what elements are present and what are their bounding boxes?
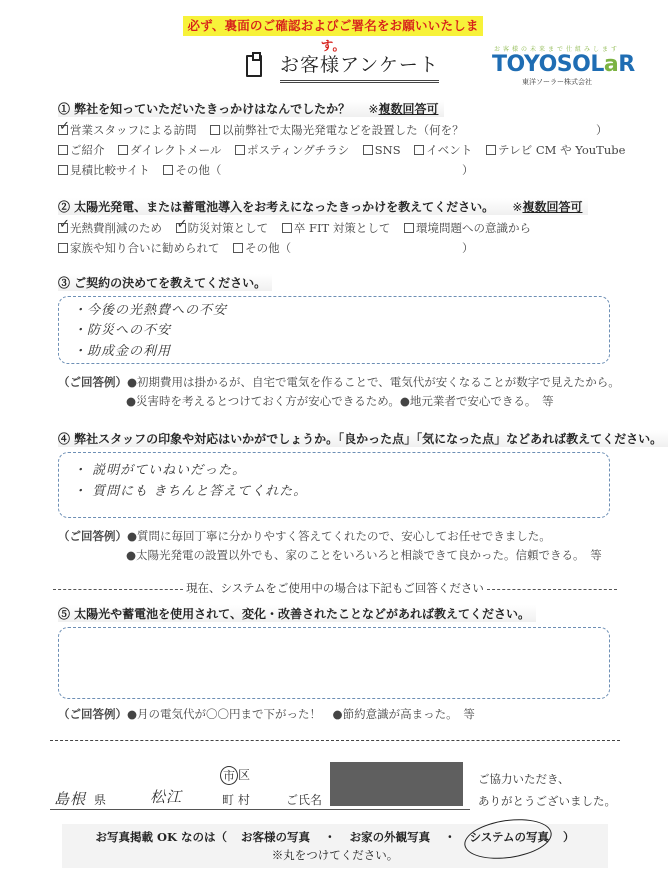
option-label: 防災対策として — [187, 221, 269, 235]
photo-consent — [62, 824, 608, 868]
q3-answer-line: ・今後の光熱費への不安 — [73, 303, 228, 318]
option-label: 環境問題への意識から — [415, 221, 531, 235]
thanks-message — [478, 768, 616, 812]
q1-options-row-1 — [58, 122, 474, 138]
option-label: ダイレクトメール — [130, 143, 222, 157]
q1-option[interactable] — [414, 142, 472, 158]
q5-example — [58, 706, 475, 722]
checkbox[interactable] — [235, 145, 245, 155]
q2-option[interactable] — [58, 240, 220, 256]
photo-option-house-exterior[interactable]: お家の外観写真 — [349, 830, 431, 844]
option-label: テレビ CM や YouTube — [497, 143, 626, 157]
logo-name-accent: a — [603, 52, 619, 77]
checkbox[interactable] — [58, 165, 68, 175]
option-label: 以前弊社で太陽光発電などを設置した（何を？ — [222, 123, 464, 137]
q1-options-row-3 — [58, 162, 231, 178]
q1-option[interactable] — [58, 142, 105, 158]
thanks-line: ありがとうございました。 — [478, 794, 616, 808]
q2-other-close-paren: ） — [462, 241, 474, 255]
example-text: ●月の電気代が〇〇円まで下がった！ ●節約意識が高まった。 等 — [127, 707, 475, 721]
note-text: 複数回答可 — [522, 200, 583, 214]
q4-example — [58, 528, 551, 544]
checkbox[interactable] — [58, 243, 68, 253]
checkbox[interactable] — [118, 145, 128, 155]
example-label: （ご回答例） — [58, 707, 127, 721]
note-text: 複数回答可 — [378, 102, 439, 116]
q1-option[interactable] — [210, 122, 464, 138]
q1-other-close-paren: ） — [462, 163, 474, 177]
q1-heading-text: ① 弊社を知っていただいたきっかけはなんでしたか？ — [58, 102, 351, 116]
q2-option[interactable] — [176, 220, 269, 236]
example-text: ●質問に毎回丁寧に分かりやすく答えてくれたので、安心してお任せできました。 — [127, 529, 551, 543]
q2-options-row-1 — [58, 220, 541, 236]
option-label: ポスティングチラシ — [247, 143, 350, 157]
q3-answer-line: ・防災への不安 — [73, 323, 172, 338]
q1-option[interactable] — [363, 143, 401, 157]
photo-option-customer[interactable]: お客様の写真 — [241, 830, 311, 844]
option-label: 光熱費削減のため — [70, 221, 162, 235]
q4-answer-line: ・ 説明がていねいだった。 — [73, 463, 247, 478]
q1-option[interactable] — [118, 142, 221, 158]
q1-option[interactable] — [58, 122, 197, 138]
q3-example-line2: ●災害時を考えるとつけておく方が安心できるため。●地元業者で安心できる。 等 — [126, 394, 554, 408]
note-prefix: ※ — [368, 102, 379, 116]
q2-heading — [58, 198, 588, 215]
option-label: イベント — [426, 143, 473, 157]
page-header — [246, 48, 439, 84]
photo-consent-instruction: ※丸をつけてください。 — [271, 848, 399, 862]
section-divider — [50, 580, 620, 596]
checkbox[interactable] — [163, 165, 173, 175]
photo-option-system[interactable]: システムの写真 — [469, 830, 549, 844]
q3-example — [58, 374, 620, 390]
divider-text: 現在、システムをご使用中の場合は下記もご回答ください — [186, 581, 484, 595]
checkbox[interactable] — [282, 223, 292, 233]
q1-option[interactable] — [163, 162, 221, 178]
q4-heading: ④ 弊社スタッフの印象や対応はいかがでしょうか。「良かった点」「気になった点」などあれば教えてください。 — [58, 430, 668, 447]
name-label: ご氏名 — [286, 793, 323, 807]
q4-answer-box[interactable] — [58, 452, 610, 518]
checkbox[interactable] — [363, 145, 373, 155]
q1-option[interactable] — [486, 142, 625, 158]
option-label: 見積比較サイト — [70, 163, 150, 177]
thanks-line: ご協力いただき、 — [478, 772, 570, 786]
logo-tagline: お客様の未来まで仕組みします — [493, 46, 620, 53]
checkbox[interactable] — [486, 145, 496, 155]
photo-consent-suffix: ） — [562, 830, 575, 844]
ward-label: 区 — [238, 768, 251, 782]
checkbox[interactable] — [404, 223, 414, 233]
checkbox[interactable] — [58, 145, 68, 155]
option-label: その他（ — [175, 163, 222, 177]
q1-heading — [58, 100, 444, 117]
photo-consent-prefix: お写真掲載 OK なのは（ — [95, 830, 228, 844]
q1-option[interactable] — [58, 162, 150, 178]
prefecture-value[interactable]: 島根 — [54, 790, 87, 808]
page-title: お客様アンケート — [280, 50, 439, 83]
q1-note — [368, 102, 438, 116]
city-value[interactable]: 松江 — [150, 788, 183, 806]
q1-close-paren: ） — [596, 123, 608, 137]
example-text: ●初期費用は掛かるが、自宅で電気を作ることで、電気代が安くなることが数字で見えたから。 — [127, 375, 620, 389]
separator: ・ — [444, 830, 456, 844]
name-redacted — [330, 762, 463, 806]
option-label: SNS — [374, 143, 401, 157]
checkbox[interactable] — [414, 145, 424, 155]
section-divider-line — [50, 740, 620, 741]
logo-name-part: R — [618, 52, 635, 77]
q5-answer-box[interactable] — [58, 627, 610, 699]
q4-answer-line: ・ 質問にも きちんと答えてくれた。 — [73, 484, 308, 499]
q2-option[interactable] — [282, 220, 391, 236]
town-village-label: 町 村 — [222, 793, 250, 807]
photo-consent-options — [62, 828, 608, 846]
q2-option[interactable] — [404, 220, 531, 236]
example-label: （ご回答例） — [58, 529, 127, 543]
q2-option[interactable] — [58, 220, 162, 236]
logo-subtitle: 東洋ソーラー株式会社 — [522, 78, 592, 86]
option-label: 営業スタッフによる訪問 — [70, 123, 197, 137]
checkbox-checked[interactable] — [58, 125, 68, 135]
checkbox-checked[interactable] — [58, 223, 68, 233]
q1-options-row-2 — [58, 142, 635, 158]
q3-answer-line: ・助成金の利用 — [73, 344, 172, 359]
example-label: （ご回答例） — [58, 375, 127, 389]
clipboard-icon — [246, 55, 262, 77]
q2-option[interactable] — [233, 240, 291, 256]
q2-options-row-2 — [58, 240, 301, 256]
logo-name — [492, 52, 635, 77]
option-label: ご紹介 — [70, 143, 105, 157]
prefecture-label: 県 — [94, 793, 107, 807]
checkbox[interactable] — [210, 125, 220, 135]
q5-heading: ⑤ 太陽光や蓄電池を使用されて、変化・改善されたことなどがあれば教えてください。 — [58, 605, 536, 622]
q3-heading: ③ ご契約の決めてを教えてください。 — [58, 274, 272, 291]
q3-answer-box[interactable] — [58, 296, 610, 364]
note-prefix: ※ — [512, 200, 523, 214]
q2-heading-text: ② 太陽光発電、または蓄電池導入をお考えになったきっかけを教えてください。 — [58, 200, 495, 214]
notice-banner: 必ず、裏面のご確認およびご署名をお願いいたします。 — [183, 16, 483, 36]
option-label: 家族や知り合いに勧められて — [70, 241, 220, 255]
q1-option[interactable] — [235, 142, 349, 158]
logo-name-part: TOYOSOL — [492, 52, 604, 77]
option-label: 卒 FIT 対策として — [293, 221, 391, 235]
q4-example-line2: ●太陽光発電の設置以外でも、家のことをいろいろと相談できて良かった。信頼できる。 等 — [126, 548, 602, 562]
option-label: その他（ — [245, 241, 292, 255]
q2-note — [512, 200, 582, 214]
city-type-circled: 市 — [220, 766, 238, 785]
checkbox-checked[interactable] — [176, 223, 186, 233]
checkbox[interactable] — [233, 243, 243, 253]
company-logo — [492, 44, 635, 87]
separator: ・ — [324, 830, 336, 844]
